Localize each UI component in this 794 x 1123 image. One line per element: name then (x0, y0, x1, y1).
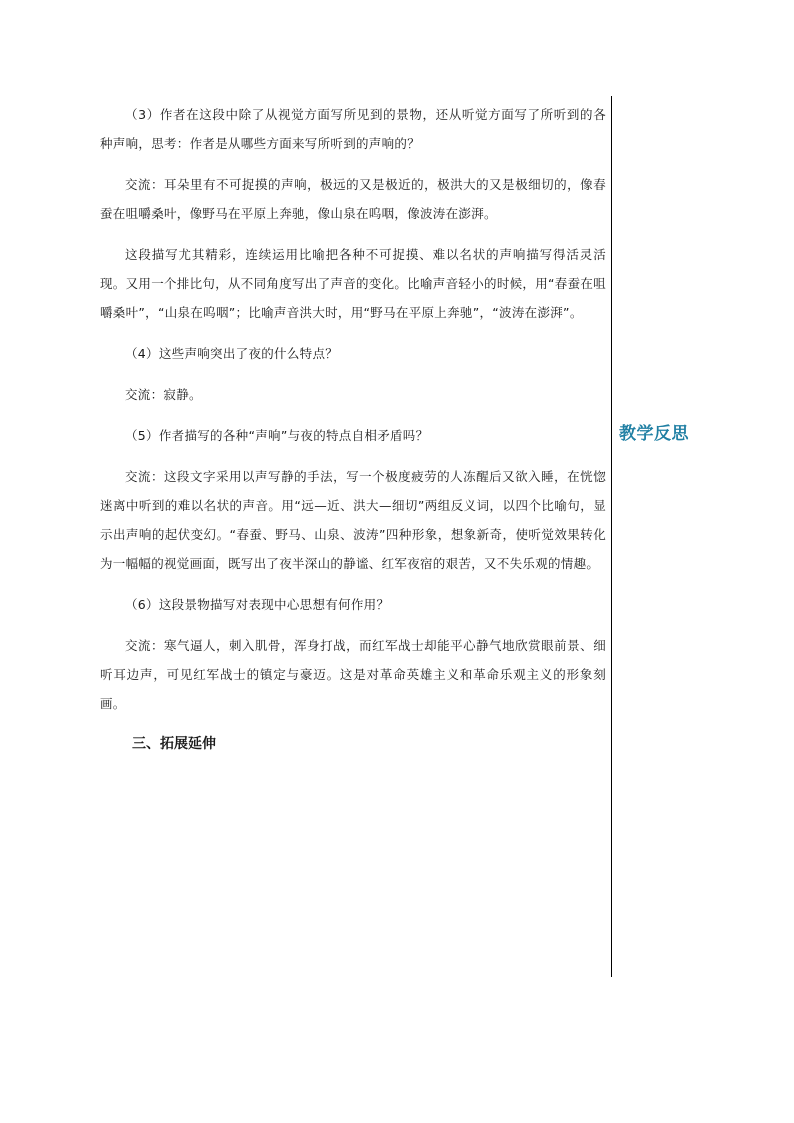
lesson-content (100, 100, 606, 759)
answer-5: 交流：这段文字采用以声写静的手法，写一个极度疲劳的人冻醒后又欲入睡，在恍惚迷离中听到的难以名状的声音。用“远—近、洪大—细切”两组反义词，以四个比喻句，显示出声响的起伏变幻。“春蚕、野马、山泉、波涛”四种形象，想象新奇，使听觉效果转化为一幅幅的视觉画面，既写出了夜半深山的静谧、红军夜宿的艰苦，又不失乐观的情趣。 (100, 469, 606, 571)
answer-6: 交流：寒气逼人，刺入肌骨，浑身打战，而红军战士却能平心静气地欣赏眼前景、细听耳边声，可见红军战士的镇定与豪迈。这是对革命英雄主义和革命乐观主义的形象刻画。 (100, 638, 606, 711)
question-5: （5）作者描写的各种“声响”与夜的特点自相矛盾吗？ (125, 428, 429, 443)
section-heading-extension: 三、拓展延伸 (132, 736, 216, 752)
question-3: （3）作者在这段中除了从视觉方面写所见到的景物，还从听觉方面写了所听到的各种声响，思考：作者是从哪些方面来写所听到的声响的？ (100, 107, 606, 151)
answer-4: 交流：寂静。 (125, 387, 202, 402)
analysis-paragraph: 这段描写尤其精彩，连续运用比喻把各种不可捉摸、难以名状的声响描写得活灵活现。又用一个排比句，从不同角度写出了声音的变化。比喻声音轻小的时候，用“春蚕在咀嚼桑叶”，“山泉在呜咽”；比喻声音洪大时，用“野马在平原上奔驰”，“波涛在澎湃”。 (100, 247, 606, 320)
answer-3: 交流：耳朵里有不可捉摸的声响，极远的又是极近的，极洪大的又是极细切的，像春蚕在咀嚼桑叶，像野马在平原上奔驰，像山泉在呜咽，像波涛在澎湃。 (100, 177, 606, 221)
question-6: （6）这段景物描写对表现中心思想有何作用？ (125, 597, 390, 612)
teaching-reflection-title: 教学反思 (619, 424, 689, 444)
question-4: （4）这些声响突出了夜的什么特点？ (125, 346, 339, 361)
column-divider (611, 96, 612, 977)
